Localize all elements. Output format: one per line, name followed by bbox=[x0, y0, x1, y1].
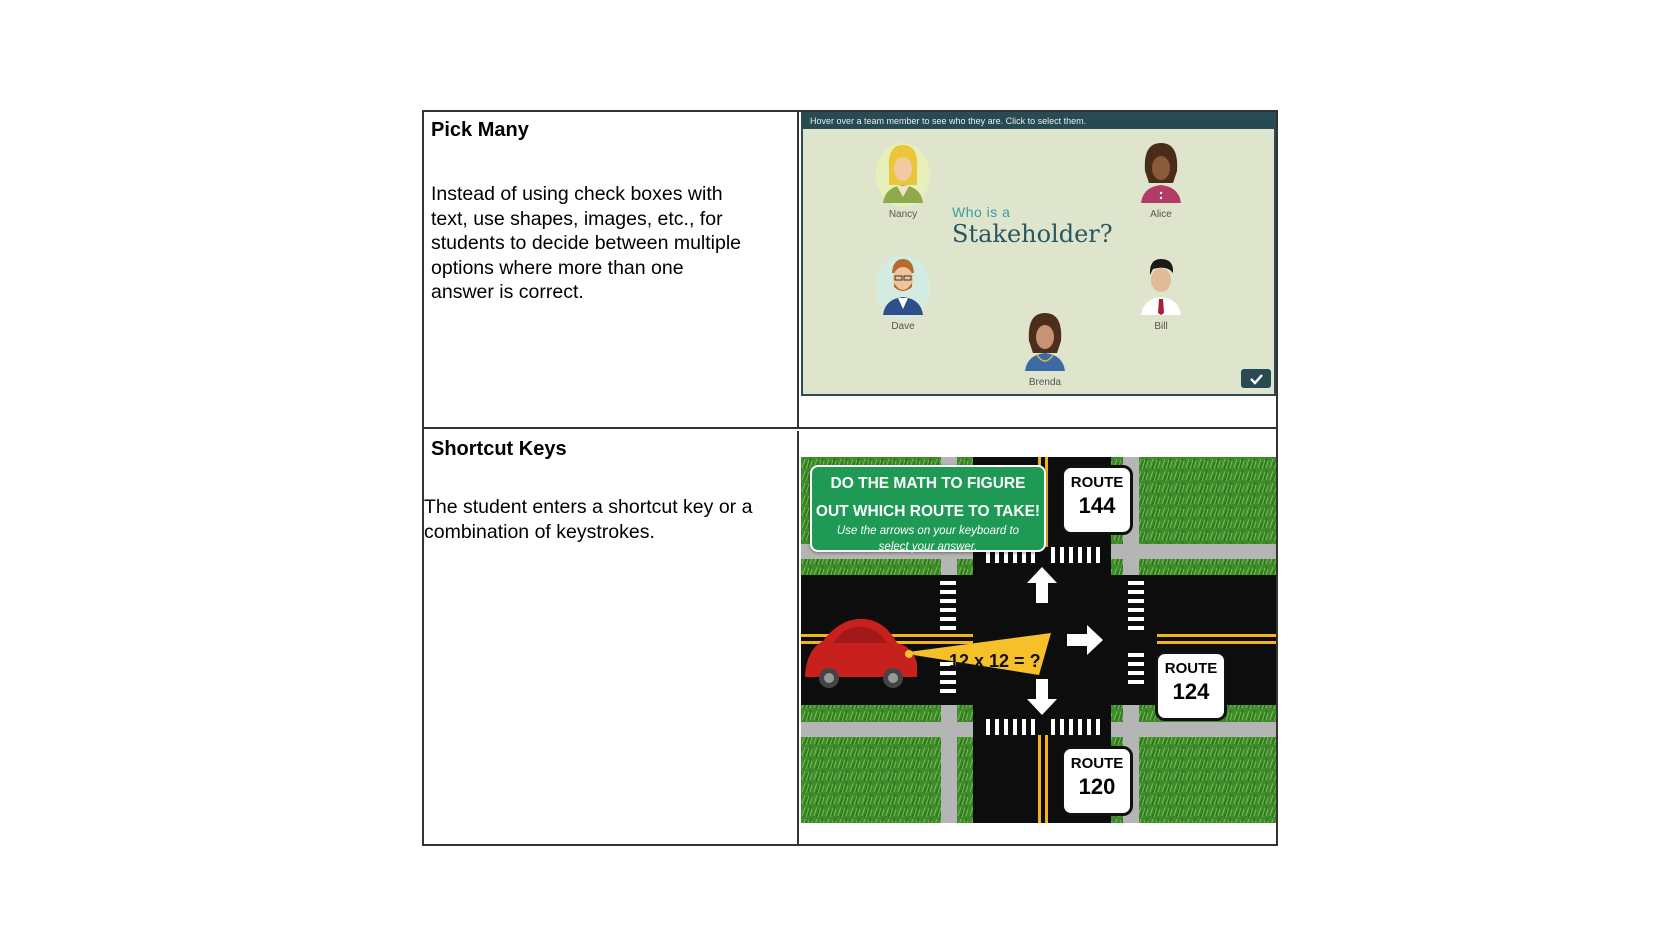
question-title: Stakeholder? bbox=[952, 220, 1113, 248]
man-avatar-icon bbox=[1133, 251, 1189, 319]
description-line: answer is correct. bbox=[431, 281, 584, 303]
person-name: Nancy bbox=[888, 209, 918, 220]
route-label: ROUTE bbox=[1164, 660, 1218, 677]
person-name: Alice bbox=[1150, 209, 1172, 220]
description-cell bbox=[424, 431, 799, 844]
question-prefix: Who is a bbox=[952, 204, 1011, 220]
person-name: Dave bbox=[891, 321, 915, 332]
content-table bbox=[422, 110, 1278, 846]
shortcut-keys-slide bbox=[801, 457, 1276, 823]
woman-avatar-icon bbox=[875, 139, 931, 207]
route-sign-right bbox=[1155, 651, 1227, 721]
table-row-shortcut-keys bbox=[424, 431, 1276, 844]
route-sign-up bbox=[1061, 465, 1133, 535]
route-sign-down bbox=[1061, 746, 1133, 816]
person-nancy[interactable] bbox=[871, 139, 935, 220]
man-avatar-icon bbox=[875, 251, 931, 319]
description-line: text, use shapes, images, etc., for bbox=[431, 207, 723, 230]
description-line: combination of keystrokes. bbox=[424, 520, 655, 543]
person-brenda[interactable] bbox=[1013, 307, 1077, 388]
table-row-pick-many bbox=[424, 112, 1276, 429]
woman-avatar-icon bbox=[1017, 307, 1073, 375]
route-number: 144 bbox=[1078, 493, 1116, 518]
pick-many-slide bbox=[801, 112, 1276, 396]
row-description bbox=[431, 182, 741, 305]
route-number: 124 bbox=[1172, 679, 1210, 704]
person-alice[interactable] bbox=[1129, 139, 1193, 220]
instruction-callout bbox=[810, 465, 1046, 552]
woman-avatar-icon bbox=[1133, 139, 1189, 207]
person-name: Bill bbox=[1154, 321, 1168, 332]
example-cell bbox=[801, 112, 1276, 427]
math-prompt: 12 x 12 = ? bbox=[949, 651, 1041, 671]
callout-subtitle-line: Use the arrows on your keyboard to bbox=[836, 525, 1020, 537]
person-name: Brenda bbox=[1028, 377, 1062, 388]
row-title: Shortcut Keys bbox=[431, 438, 567, 460]
person-dave[interactable] bbox=[871, 251, 935, 332]
description-line: The student enters a shortcut key or a bbox=[424, 496, 753, 518]
check-icon bbox=[1241, 369, 1271, 388]
example-cell bbox=[801, 431, 1276, 844]
callout-title-line: DO THE MATH TO FIGURE bbox=[830, 475, 1026, 492]
description-line: students to decide between multiple bbox=[431, 232, 742, 254]
instruction-bar: Hover over a team member to see who they are. Click to select them. bbox=[803, 114, 1274, 129]
description-cell bbox=[424, 112, 799, 427]
callout-title-line: OUT WHICH ROUTE TO TAKE! bbox=[815, 503, 1041, 520]
row-description bbox=[424, 495, 752, 544]
route-label: ROUTE bbox=[1070, 755, 1124, 772]
row-title: Pick Many bbox=[431, 119, 529, 141]
description-line: options where more than one bbox=[431, 256, 684, 279]
route-label: ROUTE bbox=[1070, 474, 1124, 491]
person-bill[interactable] bbox=[1129, 251, 1193, 332]
callout-subtitle-line: select your answer. bbox=[878, 541, 978, 553]
description-line: Instead of using check boxes with bbox=[431, 183, 723, 205]
route-number: 120 bbox=[1078, 774, 1116, 799]
submit-button[interactable] bbox=[1241, 369, 1271, 388]
